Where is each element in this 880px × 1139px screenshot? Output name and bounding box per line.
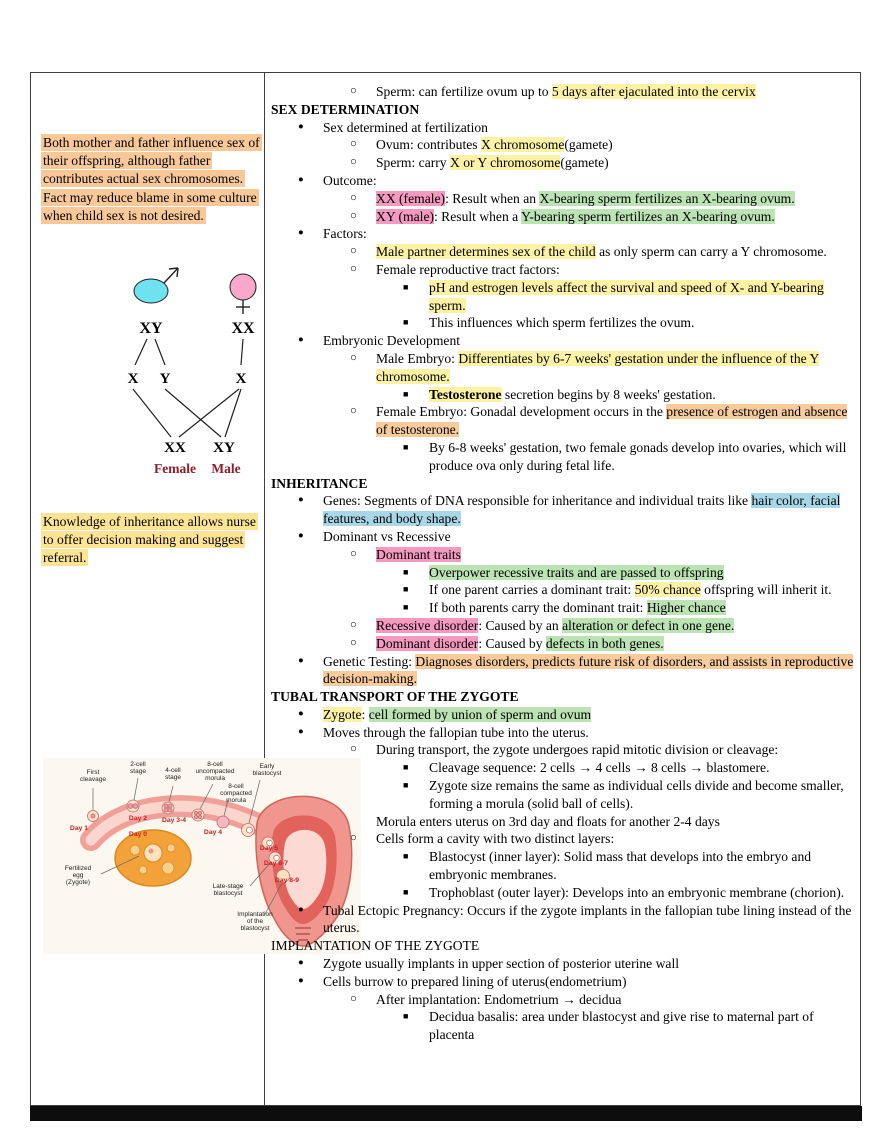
label-8-cell-compacted: 8-cell compacted morula — [220, 783, 252, 804]
bullet-glyph: ● — [298, 174, 304, 185]
text-run: (gamete) — [564, 137, 613, 153]
note-line — [271, 279, 855, 315]
offspring-female-genotype: XX — [164, 440, 186, 456]
bullet-glyph: ○ — [350, 547, 357, 560]
bullet-glyph: ■ — [403, 317, 409, 328]
side-note-inheritance — [41, 513, 263, 568]
bullet-glyph: ○ — [350, 636, 357, 649]
text-run: During transport, the zygote undergoes rapid mitotic division or cleavage: — [376, 742, 779, 758]
text-run: Zygote size remains the same as individual cells divide and become smaller, forming a morula (solid ball of cells). — [429, 778, 844, 811]
text-run: Recessive disorder — [376, 617, 479, 633]
bullet-glyph: ○ — [350, 262, 357, 275]
text-run: X or Y chromosome — [449, 155, 561, 171]
page-break-bar — [30, 1106, 862, 1121]
note-line — [271, 581, 855, 599]
text-run: Cells burrow to prepared lining of uterus(endometrium) — [323, 973, 627, 989]
text-run: If one parent carries a dominant trait: — [429, 582, 635, 598]
note-line — [271, 225, 855, 243]
bullet-glyph: ○ — [350, 209, 357, 222]
text-run: Ovum: contributes — [376, 137, 481, 153]
text-run: (gamete) — [560, 155, 609, 171]
text-run: XX (female) — [376, 190, 446, 206]
text-run: Moves through the fallopian tube into the uterus. — [323, 724, 589, 740]
text-run: Cells form a cavity with two distinct layers: — [376, 831, 615, 847]
text-run: SEX DETERMINATION — [271, 101, 420, 117]
note-line — [271, 973, 855, 991]
mother-genotype: XX — [231, 320, 255, 337]
bullet-glyph: ● — [298, 655, 304, 666]
note-line — [271, 777, 855, 813]
note-line — [271, 848, 855, 884]
note-line — [271, 617, 855, 635]
text-run: : Caused by an — [478, 617, 563, 633]
text-run: Cleavage sequence: 2 cells → 4 cells → 8 cells → blastomere. — [429, 760, 770, 776]
bullet-glyph: ○ — [350, 351, 357, 364]
text-run: : Caused by — [478, 635, 546, 651]
note-line — [271, 724, 855, 742]
side-note-text: Knowledge of inheritance allows nurse to offer decision making and suggest referral. — [43, 514, 256, 566]
bullet-glyph: ■ — [403, 441, 409, 452]
text-run: secretion begins by 8 weeks' gestation. — [501, 386, 716, 402]
note-line — [271, 119, 855, 137]
note-line — [271, 243, 855, 261]
note-line — [271, 546, 855, 564]
note-line — [271, 884, 855, 902]
text-run: Zygote — [323, 706, 362, 722]
text-run: : Result when a — [434, 208, 522, 224]
text-run: Embryonic Development — [323, 333, 461, 349]
bullet-glyph: ■ — [403, 762, 409, 773]
bullet-glyph: ● — [298, 530, 304, 541]
female-symbol-icon — [230, 274, 256, 314]
side-note-text: Both mother and father influence sex of their offspring, although father contributes actual sex chromosomes. Fact may reduce blame in some culture when child sex is not desired. — [43, 135, 260, 223]
bullet-glyph: ○ — [350, 85, 357, 97]
note-line — [271, 635, 855, 653]
bullet-glyph: ■ — [403, 566, 409, 577]
bullet-glyph: ■ — [403, 780, 409, 791]
text-run: Dominant disorder — [376, 635, 479, 651]
text-run: Sperm: can fertilize ovum up to — [376, 84, 552, 99]
note-line — [271, 706, 855, 724]
bullet-glyph: ■ — [403, 886, 409, 897]
text-run: offspring will inherit it. — [700, 582, 832, 598]
note-line — [271, 350, 855, 386]
text-run: alteration or defect in one gene. — [562, 617, 735, 633]
note-line — [271, 528, 855, 546]
label-fertilized-egg: Fertilized egg (Zygote) — [64, 865, 92, 886]
text-run: Genetic Testing: — [323, 653, 416, 669]
label-8-cell-uncompacted: 8-cell uncompacted morula — [195, 761, 235, 782]
day-label-5: Day 5 — [259, 845, 279, 852]
bullet-glyph: ■ — [403, 584, 409, 595]
note-line — [271, 136, 855, 154]
bullet-glyph: ● — [298, 228, 304, 239]
section-header — [271, 475, 855, 493]
day-label-8-9: Day 8-9 — [274, 877, 300, 884]
side-note-sex-influence — [41, 134, 263, 225]
note-line — [271, 403, 855, 439]
label-late-stage-blastocyst: Late-stage blastocyst — [212, 883, 244, 897]
bullet-glyph: ● — [298, 335, 304, 346]
section-header — [271, 101, 855, 119]
bullet-glyph: ■ — [403, 602, 409, 613]
note-line — [271, 653, 855, 689]
bullet-glyph: ● — [298, 975, 304, 986]
text-run: Higher chance — [646, 600, 726, 616]
text-run: If both parents carry the dominant trait: — [429, 600, 647, 616]
day-label-2: Day 2 — [128, 815, 148, 822]
note-line — [271, 314, 855, 332]
text-run: Factors: — [323, 226, 367, 242]
text-run: : — [361, 706, 369, 722]
text-run: Sperm: carry — [376, 155, 450, 171]
label-implantation: Implantation of the blastocyst — [237, 911, 273, 932]
text-run: IMPLANTATION OF THE ZYGOTE — [271, 938, 480, 954]
bullet-glyph: ○ — [350, 405, 357, 418]
text-run: INHERITANCE — [271, 475, 368, 491]
text-run: X-bearing sperm fertilizes an X-bearing ovum. — [539, 190, 795, 206]
text-run: XY (male) — [376, 208, 434, 224]
ovary — [115, 830, 191, 886]
text-run: Overpower recessive traits and are passed to offspring — [429, 564, 724, 580]
mother-gamete-x: X — [235, 371, 247, 387]
text-run: By 6-8 weeks' gestation, two female gonads develop into ovaries, which will produce ova only during fetal life. — [429, 439, 847, 473]
label-early-blastocyst: Early blastocyst — [252, 763, 282, 777]
bullet-glyph: ○ — [350, 156, 357, 169]
bullet-glyph: ○ — [350, 992, 357, 1005]
bullet-glyph: ● — [298, 121, 304, 132]
text-run: Sex determined at fertilization — [323, 119, 488, 135]
text-run: : Result when an — [445, 190, 540, 206]
note-line — [271, 813, 855, 831]
male-symbol-icon — [134, 268, 178, 303]
section-header — [271, 937, 855, 955]
text-run: After implantation: Endometrium → decidua — [376, 991, 622, 1007]
text-run: Dominant vs Recessive — [323, 528, 451, 544]
text-run: Dominant traits — [376, 546, 461, 562]
text-run: cell formed by union of sperm and ovum — [368, 706, 592, 722]
text-run: Trophoblast (outer layer): Develops into an embryonic membrane (chorion). — [429, 884, 845, 900]
bullet-glyph: ○ — [350, 191, 357, 204]
note-line — [271, 902, 855, 938]
text-run: Male Embryo: — [376, 350, 459, 366]
note-line — [271, 830, 855, 848]
text-run: Outcome: — [323, 172, 377, 188]
note-line — [271, 1008, 855, 1044]
father-gamete-y: Y — [159, 371, 171, 387]
note-line — [271, 83, 855, 101]
father-gamete-x: X — [127, 371, 139, 387]
bullet-glyph: ○ — [350, 743, 357, 756]
note-line — [271, 208, 855, 226]
note-line — [271, 599, 855, 617]
bullet-glyph: ○ — [350, 245, 357, 258]
text-run: as only sperm can carry a Y chromosome. — [595, 244, 827, 260]
text-run: Decidua basalis: area under blastocyst and give rise to maternal part of placenta — [429, 1009, 814, 1043]
note-line — [271, 741, 855, 759]
bullet-glyph: ■ — [403, 281, 409, 292]
bullet-glyph: ○ — [350, 832, 357, 845]
bullet-glyph: ● — [298, 708, 304, 719]
text-run: X chromosome — [480, 137, 565, 153]
bullet-glyph: ■ — [403, 388, 409, 399]
offspring-female-label: Female — [154, 461, 196, 476]
text-run: 5 days after ejaculated into the cervix — [551, 84, 756, 99]
text-run: defects in both genes. — [545, 635, 664, 651]
text-run: Differentiates by 6-7 weeks' gestation under the influence of the Y chromosome. — [376, 350, 820, 384]
text-run: Y-bearing sperm fertilizes an X-bearing ovum. — [521, 208, 775, 224]
offspring-male-label: Male — [211, 461, 241, 476]
bullet-glyph: ■ — [403, 851, 409, 862]
label-first-cleavage: First cleavage — [79, 769, 107, 783]
text-run: hair color, facial features, and body shape. — [323, 493, 841, 527]
day-label-4: Day 4 — [203, 829, 223, 836]
text-run: Testosterone — [429, 386, 502, 402]
bullet-glyph: ● — [298, 958, 304, 969]
bullet-glyph: ● — [298, 904, 304, 915]
text-run: Diagnoses disorders, predicts future risk of disorders, and assists in reproductive decision-making. — [323, 653, 854, 687]
text-run: Morula enters uterus on 3rd day and floats for another 2-4 days — [376, 813, 720, 829]
text-run: Male partner determines sex of the child — [376, 244, 596, 260]
father-genotype: XY — [139, 320, 163, 337]
note-line — [271, 261, 855, 279]
note-line — [271, 759, 855, 777]
offspring-male-genotype: XY — [213, 440, 235, 456]
note-line — [271, 564, 855, 582]
day-label-0: Day 0 — [128, 831, 148, 838]
text-run: Female reproductive tract factors: — [376, 261, 560, 277]
text-run: 50% chance — [634, 582, 701, 598]
text-run: Zygote usually implants in upper section of posterior uterine wall — [323, 956, 679, 972]
day-label-3-4: Day 3-4 — [161, 817, 187, 824]
note-line — [271, 332, 855, 350]
note-line — [271, 439, 855, 475]
cross-lines — [133, 389, 241, 437]
note-line — [271, 172, 855, 190]
text-run: This influences which sperm fertilizes the ovum. — [429, 315, 695, 331]
text-run: Tubal Ectopic Pregnancy: Occurs if the zygote implants in the fallopian tube lining instead of the uterus. — [323, 902, 852, 936]
text-run: Blastocyst (inner layer): Solid mass that develops into the embryo and embryonic membranes. — [429, 849, 812, 883]
text-run: Female Embryo: Gonadal development occurs in the — [376, 404, 667, 420]
note-line — [271, 955, 855, 973]
bullet-glyph: ○ — [350, 618, 357, 631]
note-line — [271, 190, 855, 208]
note-line — [271, 991, 855, 1009]
bullet-glyph: ● — [298, 726, 304, 737]
text-run: TUBAL TRANSPORT OF THE ZYGOTE — [271, 689, 519, 705]
label-2-cell: 2-cell stage — [130, 761, 146, 775]
day-label-1: Day 1 — [69, 825, 89, 832]
genetic-cross-diagram — [111, 259, 266, 484]
page-frame — [30, 72, 861, 1106]
label-4-cell: 4-cell stage — [165, 767, 181, 781]
note-line — [271, 492, 855, 528]
text-run: Genes: Segments of DNA responsible for inheritance and individual traits like — [323, 493, 752, 509]
section-header — [271, 688, 855, 706]
descent-lines — [135, 339, 243, 365]
bullet-glyph: ■ — [403, 1011, 409, 1022]
note-line — [271, 386, 855, 404]
text-run: pH and estrogen levels affect the survival and speed of X- and Y-bearing sperm. — [429, 279, 824, 313]
notes-content — [271, 83, 855, 1044]
bullet-glyph: ● — [298, 495, 304, 506]
note-line — [271, 154, 855, 172]
fertilized-egg — [144, 844, 162, 862]
text-run: presence of estrogen and absence of testosterone. — [376, 404, 848, 438]
bullet-glyph: ○ — [350, 138, 357, 151]
day-label-6-7: Day 6-7 — [263, 860, 289, 867]
